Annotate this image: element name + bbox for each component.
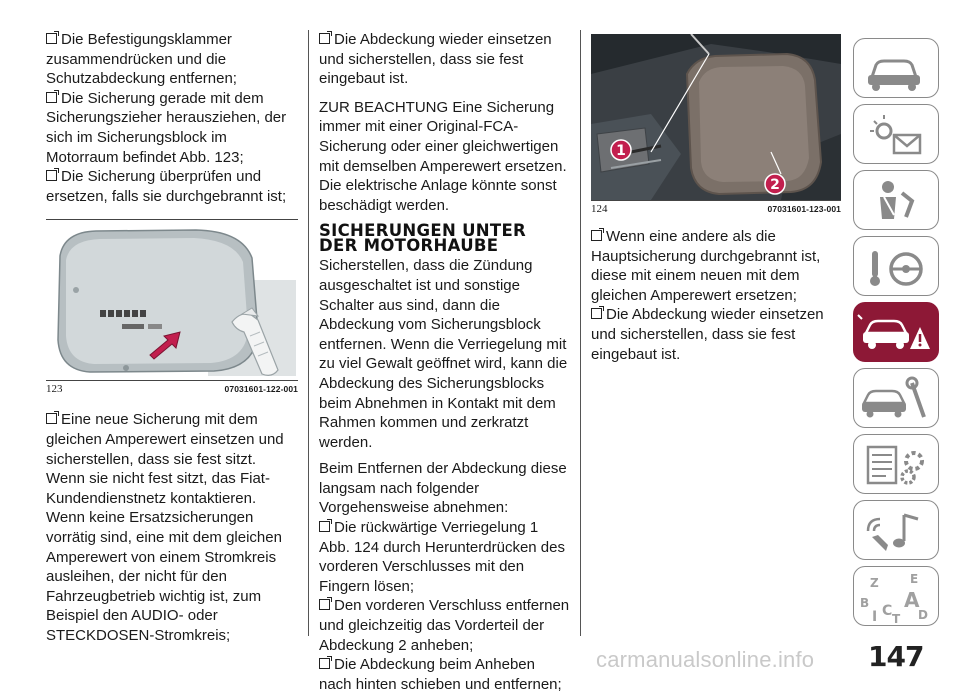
note-paragraph: ZUR BEACHTUNG Eine Sicherung immer mit einer Original-FCA-Sicherung oder einer gleichwertigen mit demselben Amperewert ersetzen. Die elektrische Anlage könnte sonst beschädigt werden.	[319, 98, 567, 214]
list-item: Die Abdeckung beim Anheben nach hinten schieben und entfernen;	[319, 656, 562, 693]
tab-emergency[interactable]	[853, 302, 939, 362]
checkbox-bullet-icon	[319, 599, 330, 610]
technical-data-icon	[854, 435, 940, 495]
index-letter: C	[882, 603, 893, 619]
tab-technical-data[interactable]	[853, 434, 939, 494]
callout-1: 1	[616, 143, 626, 159]
index-letters-icon	[854, 567, 940, 627]
tab-driving[interactable]	[853, 236, 939, 296]
safety-airbag-icon	[854, 171, 940, 231]
tab-safety[interactable]	[853, 170, 939, 230]
tab-index[interactable]	[853, 566, 939, 626]
list-item: Den vorderen Verschluss entfernen und gleichzeitig das Vorderteil der Abdeckung 2 anheben;	[319, 597, 570, 654]
watermark: carmanualsonline.info	[596, 647, 815, 672]
page-number: 147	[868, 640, 924, 673]
list-item: Die Abdeckung wieder einsetzen und sicherstellen, dass sie fest eingebaut ist.	[591, 306, 824, 363]
checkbox-bullet-icon	[46, 170, 57, 181]
steering-wheel-key-icon	[854, 237, 940, 297]
list-item: Die rückwärtige Verriegelung 1 Abb. 124 durch Herunterdrücken des vorderen Verschlusses mit den Fingern lösen;	[319, 519, 565, 595]
checkbox-bullet-icon	[591, 230, 602, 241]
checkbox-bullet-icon	[319, 658, 330, 669]
list-item: Die Abdeckung wieder einsetzen und sicherstellen, dass sie fest eingebaut ist.	[319, 31, 552, 88]
warning-lights-icon	[854, 105, 940, 165]
figure-code: 07031601-122-001	[224, 384, 298, 395]
emergency-car-icon	[854, 303, 940, 363]
index-letter: Z	[870, 576, 879, 590]
tab-dashboard[interactable]	[853, 38, 939, 98]
index-letter: B	[860, 596, 870, 610]
figure-caption	[591, 203, 841, 216]
figure-124-frame	[591, 34, 841, 201]
index-letter: T	[892, 612, 901, 626]
section-heading: SICHERUNGEN UNTER DER MOTORHAUBE	[319, 221, 527, 256]
figure-123-frame	[46, 219, 298, 381]
checkbox-bullet-icon	[46, 33, 57, 44]
column-1	[46, 30, 298, 645]
tab-maintenance[interactable]	[853, 368, 939, 428]
car-dashboard-icon	[854, 39, 940, 99]
list-item: Die Sicherung gerade mit dem Sicherungszieher herausziehen, der sich im Sicherungsblock im Motorraum befindet Abb. 123;	[46, 89, 287, 166]
paragraph: Sicherstellen, dass die Zündung ausgeschaltet ist und sonstige Schalter aus sind, dann die Abdeckung vom Sicherungsblock entfernen. Wenn die Verriegelung mit zu viel Gewalt geöffnet wird, kann die Abdeckung des Sicherungsblocks beim Abnehmen in Kontakt mit dem Rahmen kommen und zerkratzt werden.	[319, 257, 568, 451]
column-3	[591, 34, 841, 364]
column-divider	[308, 30, 309, 636]
list-item: Die Befestigungsklammer zusammendrücken und die Schutzabdeckung entfernen;	[46, 31, 237, 88]
tab-multimedia[interactable]	[853, 500, 939, 560]
index-letter: E	[910, 572, 919, 586]
list-item: Die Sicherung überprüfen und ersetzen, falls sie durchgebrannt ist;	[46, 168, 287, 205]
list-item: Eine neue Sicherung mit dem gleichen Amperewert einsetzen und sicherstellen, dass sie fest sitzt. Wenn sie nicht fest sitzt, das Fiat-Kundendienstnetz kontaktieren. Wenn keine Ersatzsicherungen vorrätig sind, eine mit dem gleichen Amperewert von einem Stromkreis ausleihen, der nicht für den Fahrzeugbetrieb wichtig ist, zum Beispiel den AUDIO- oder STECKDOSEN-Stromkreis;	[46, 411, 284, 644]
tab-warning-lights[interactable]	[853, 104, 939, 164]
multimedia-icon	[854, 501, 940, 561]
index-letter: I	[872, 609, 878, 625]
figure-123	[46, 219, 298, 396]
fuse-box-cover-illustration	[46, 220, 298, 380]
checkbox-bullet-icon	[319, 33, 330, 44]
column-2	[319, 30, 571, 694]
figure-number: 123	[46, 383, 63, 396]
paragraph: Beim Entfernen der Abdeckung diese langsam nach folgender Vorgehensweise abnehmen:	[319, 460, 567, 517]
checkbox-bullet-icon	[46, 92, 57, 103]
index-letter: A	[904, 588, 920, 612]
index-letter: D	[918, 608, 928, 622]
checkbox-bullet-icon	[46, 413, 57, 424]
list-item: Wenn eine andere als die Hauptsicherung durchgebrannt ist, diese mit einem neuen mit dem gleichen Amperewert ersetzen;	[591, 228, 821, 304]
column-divider	[580, 30, 581, 636]
engine-bay-photo	[591, 34, 841, 200]
figure-number: 124	[591, 203, 608, 215]
callout-2: 2	[770, 177, 780, 193]
checkbox-bullet-icon	[591, 308, 602, 319]
figure-124	[591, 34, 841, 216]
car-maintenance-icon	[854, 369, 940, 429]
figure-code: 07031601-123-001	[767, 204, 841, 214]
checkbox-bullet-icon	[319, 521, 330, 532]
figure-caption	[46, 383, 298, 396]
